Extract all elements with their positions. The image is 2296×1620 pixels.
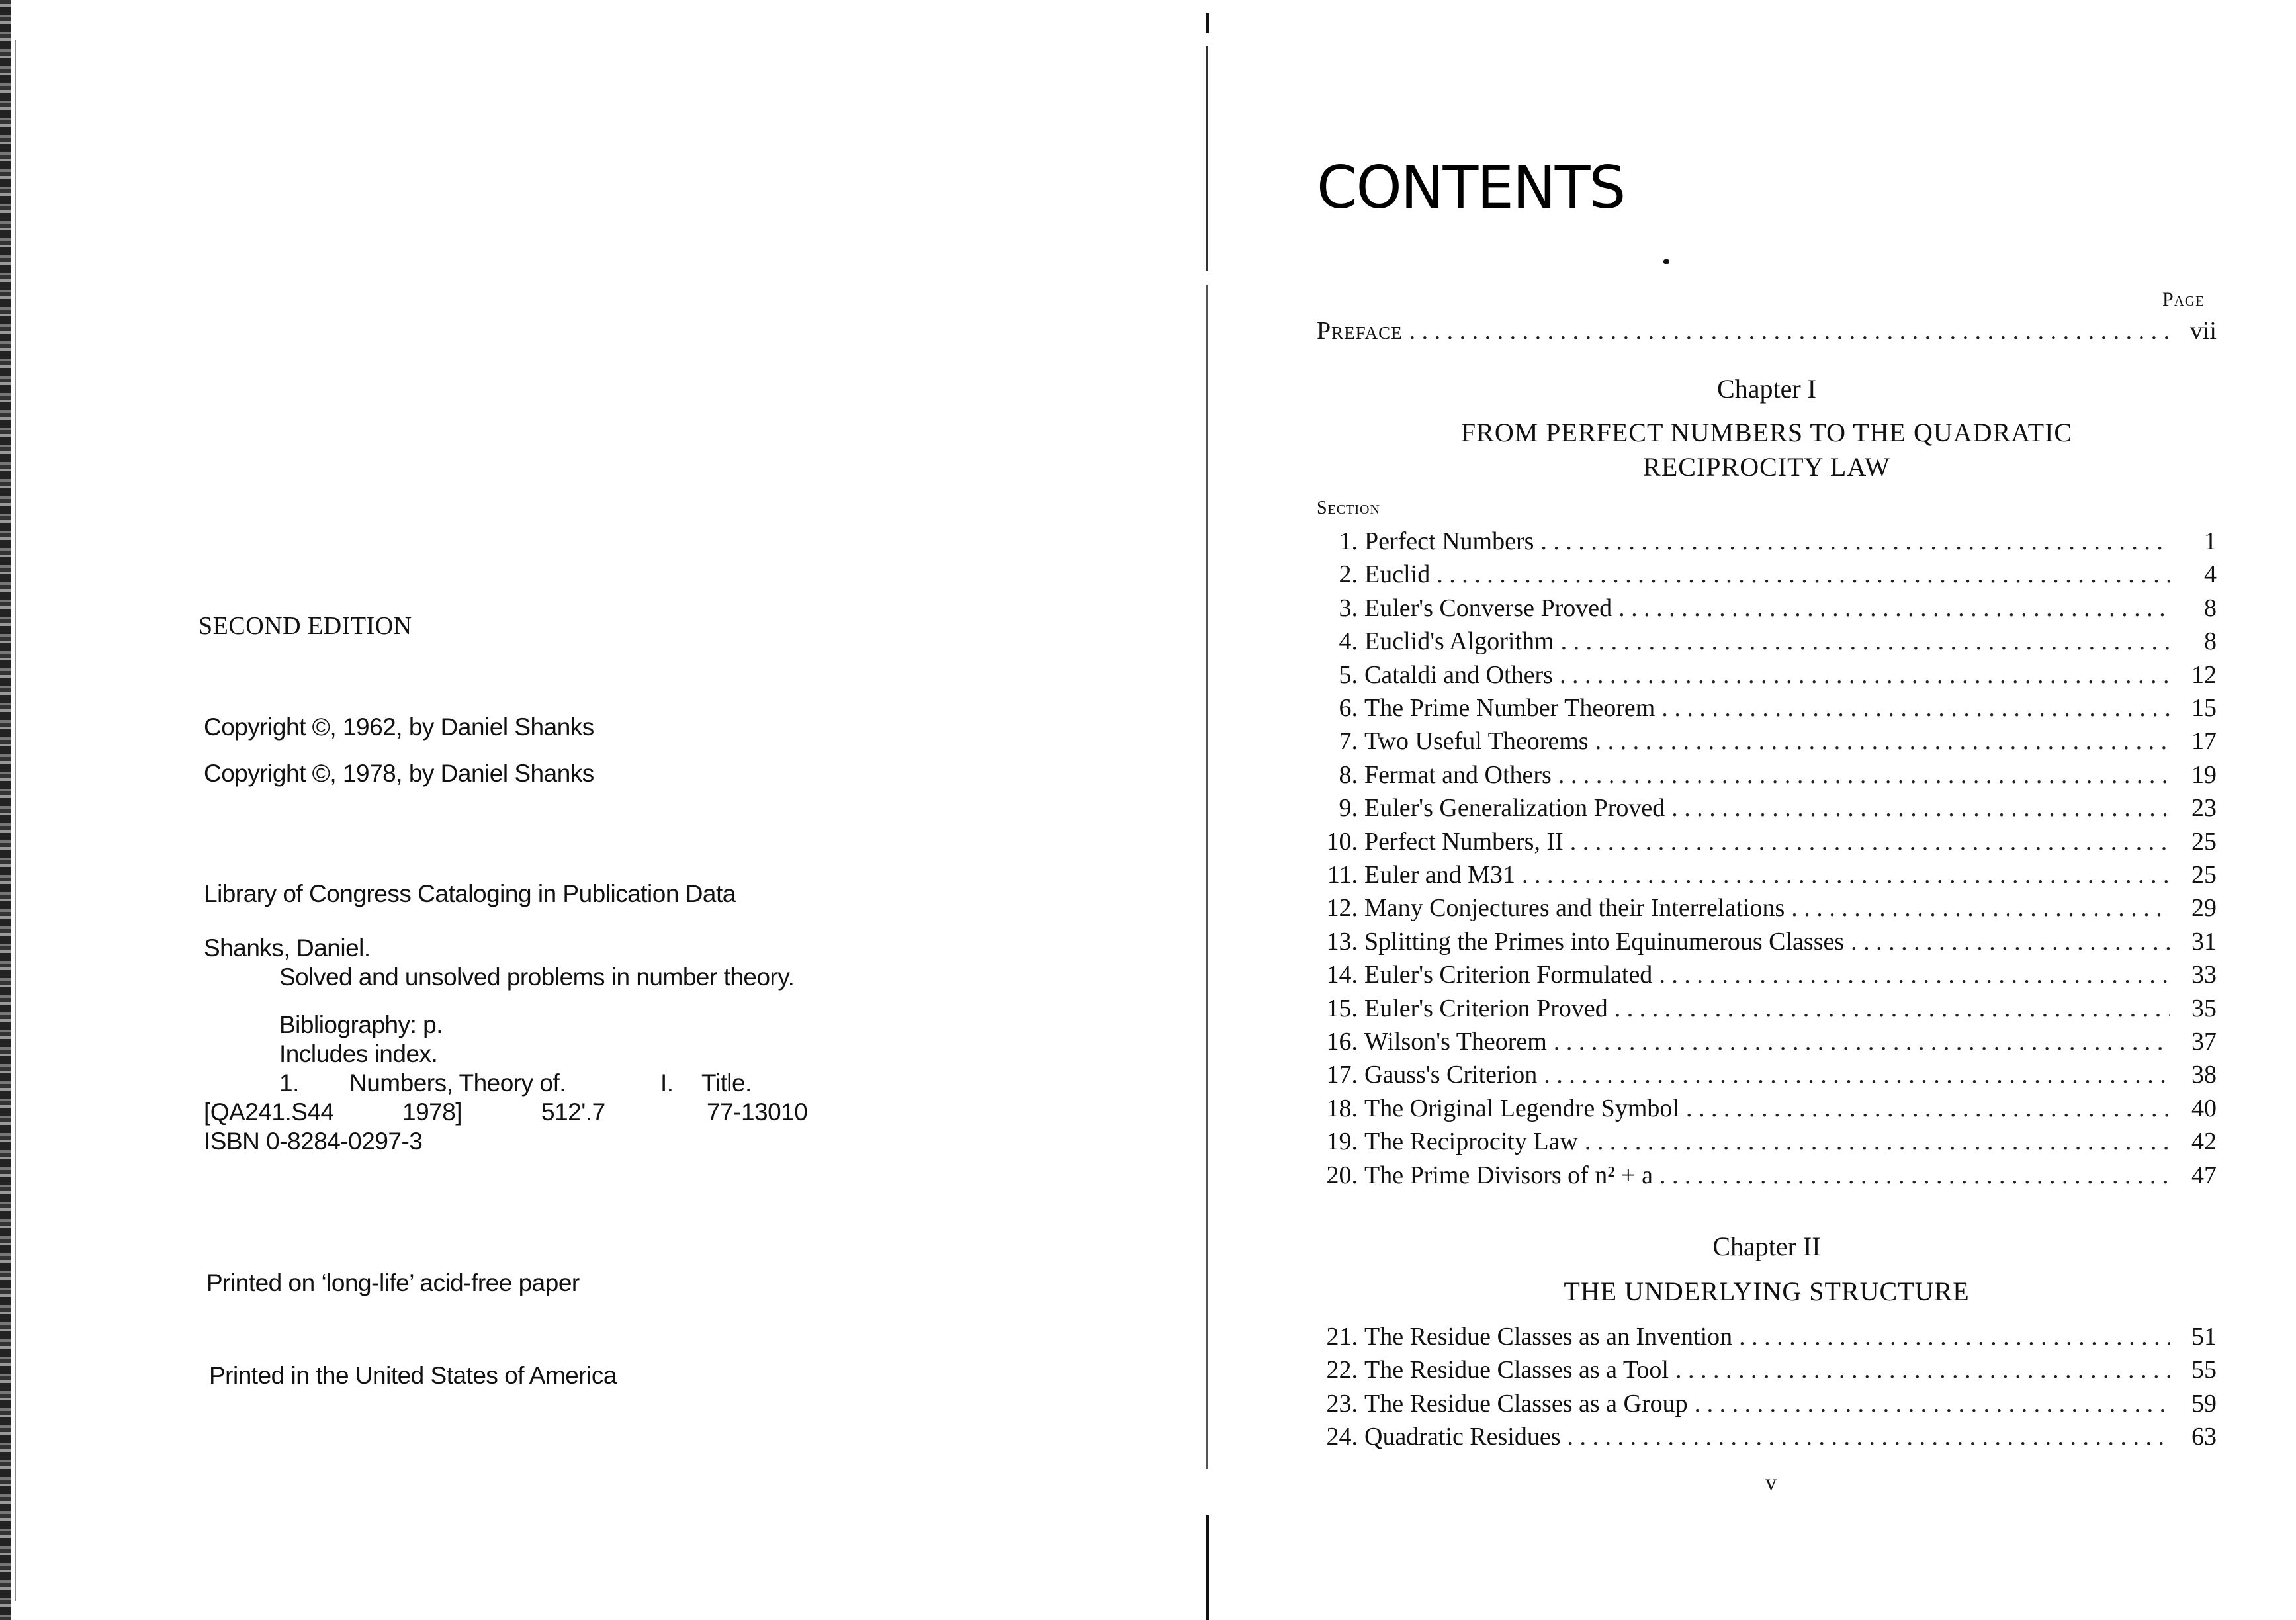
dot-leader [1522, 860, 2170, 889]
dot-leader [1585, 1127, 2170, 1156]
toc-entry[interactable] [1302, 1389, 2217, 1422]
toc-entry-page: 25 [2191, 827, 2217, 856]
toc-entry-title: Euler's Generalization Proved [1364, 794, 1665, 823]
toc-entry-page: 59 [2191, 1389, 2217, 1418]
toc-entry[interactable] [1302, 1322, 2217, 1355]
toc-entry[interactable] [1302, 694, 2217, 727]
dot-leader [1561, 627, 2170, 656]
dot-leader [1436, 560, 2170, 589]
cip-index: Includes index. [279, 1040, 438, 1067]
toc-entry[interactable] [1302, 1161, 2217, 1194]
toc-entry-page: 17 [2191, 727, 2217, 756]
dot-leader [1671, 793, 2170, 823]
toc-entry-number: 21. [1326, 1323, 1358, 1351]
toc-entry[interactable] [1302, 793, 2217, 827]
toc-entry[interactable] [1302, 1422, 2217, 1455]
toc-entry-title: Wilson's Theorem [1364, 1028, 1547, 1056]
dot-leader [1695, 1389, 2170, 1418]
toc-entry[interactable] [1302, 860, 2217, 893]
lccn: 77-13010 [707, 1099, 808, 1126]
dot-leader [1791, 893, 2170, 922]
toc-entry-page: 47 [2191, 1161, 2217, 1189]
toc-entry-title: Preface [1317, 317, 1403, 345]
toc-entry[interactable] [1302, 760, 2217, 793]
toc-entry-number: 2. [1339, 561, 1358, 589]
toc-entry-number: 16. [1326, 1028, 1358, 1056]
toc-entry-page: 51 [2191, 1323, 2217, 1351]
toc-entry-page: vii [2189, 317, 2217, 345]
toc-entry-page: 25 [2191, 861, 2217, 889]
dot-leader [1739, 1322, 2170, 1351]
dot-leader [1540, 527, 2170, 556]
dot-leader [1659, 960, 2170, 989]
toc-entry-number: 13. [1326, 927, 1358, 956]
dot-leader [1544, 1060, 2170, 1089]
toc-entry[interactable] [1302, 994, 2217, 1027]
toc-entry-number: 12. [1326, 894, 1358, 922]
toc-entry-number: 14. [1326, 961, 1358, 989]
toc-entry-page: 42 [2191, 1128, 2217, 1156]
toc-entry-title: Euler and M31 [1364, 861, 1515, 889]
cip-subject: Numbers, Theory of. [349, 1069, 566, 1097]
dot-leader [1567, 1422, 2170, 1451]
toc-entry[interactable] [1302, 727, 2217, 760]
toc-entry-page: 29 [2191, 894, 2217, 922]
toc-entry-title: The Prime Number Theorem [1364, 694, 1656, 722]
cip-title-number: I. [660, 1069, 674, 1097]
toc-entry-page: 15 [2191, 694, 2217, 722]
toc-entry[interactable] [1302, 960, 2217, 993]
ink-dot [1663, 259, 1669, 264]
page-column-label: Page [2162, 289, 2205, 310]
cip-author: Shanks, Daniel. [204, 934, 371, 962]
toc-entry-page: 19 [2191, 760, 2217, 789]
dot-leader [1409, 316, 2170, 345]
toc-entry-number: 15. [1326, 994, 1358, 1022]
toc-entry-page: 8 [2204, 594, 2217, 622]
toc-entry[interactable] [1302, 927, 2217, 960]
toc-entry[interactable] [1302, 594, 2217, 627]
toc-entry-title: Euclid [1364, 561, 1431, 589]
section-label: Section [1317, 498, 1380, 518]
dot-leader [1614, 994, 2170, 1023]
toc-entry-title: Cataldi and Others [1364, 660, 1553, 689]
toc-entry-number: 18. [1326, 1094, 1358, 1122]
cip-title: Solved and unsolved problems in number theory. [279, 964, 795, 991]
call-number: [QA241.S44 [204, 1099, 334, 1126]
page-folio: v [1765, 1470, 1777, 1495]
toc-entry-number: 3. [1339, 594, 1358, 622]
chapter-label: Chapter II [1712, 1232, 1821, 1261]
contents-page [1204, 0, 2296, 1620]
dot-leader [1851, 927, 2170, 956]
toc-entry-number: 23. [1326, 1389, 1358, 1418]
cip-heading: Library of Congress Cataloging in Publication Data [204, 880, 736, 907]
toc-entry-number: 19. [1326, 1128, 1358, 1156]
toc-entry-title: The Residue Classes as an Invention [1364, 1323, 1733, 1351]
toc-entry-title: Euler's Converse Proved [1364, 594, 1612, 622]
chapter-label: Chapter I [1717, 374, 1816, 404]
toc-entry-page: 4 [2204, 561, 2217, 589]
toc-entry-page: 31 [2191, 927, 2217, 956]
toc-entry-page: 40 [2191, 1094, 2217, 1122]
page-title: CONTENTS [1317, 154, 1625, 222]
dot-leader [1554, 1027, 2170, 1056]
toc-entry-number: 20. [1326, 1161, 1358, 1189]
toc-entry-page: 35 [2191, 994, 2217, 1022]
toc-entry-title: Splitting the Primes into Equinumerous Classes [1364, 927, 1845, 956]
cip-bibliography: Bibliography: p. [279, 1011, 443, 1038]
dot-leader [1659, 1161, 2170, 1190]
isbn: ISBN 0-8284-0297-3 [204, 1128, 423, 1155]
dot-leader [1618, 594, 2170, 623]
toc-entry-title: Quadratic Residues [1364, 1423, 1561, 1451]
toc-entry-page: 1 [2204, 527, 2217, 555]
toc-entry-title: Euclid's Algorithm [1364, 627, 1554, 656]
toc-entry-number: 6. [1339, 694, 1358, 722]
toc-entry-number: 5. [1339, 660, 1358, 689]
toc-entry[interactable] [1302, 1027, 2217, 1060]
toc-entry-title: Perfect Numbers, II [1364, 827, 1564, 856]
dot-leader [1558, 760, 2170, 789]
toc-entry[interactable] [1302, 527, 2217, 560]
cip-title-entry: Title. [701, 1069, 752, 1097]
toc-entry-title: The Reciprocity Law [1364, 1128, 1578, 1156]
toc-entry-title: Euler's Criterion Proved [1364, 994, 1608, 1022]
paper-note: Printed on ‘long-life’ acid-free paper [206, 1269, 580, 1296]
toc-entry[interactable] [1302, 1355, 2217, 1388]
toc-entry-page: 37 [2191, 1028, 2217, 1056]
chapter-title: FROM PERFECT NUMBERS TO THE QUADRATIC [1460, 418, 2073, 447]
toc-entry-page: 23 [2191, 794, 2217, 823]
toc-entry-number: 22. [1326, 1356, 1358, 1384]
dot-leader [1560, 660, 2170, 690]
dot-leader [1570, 827, 2170, 856]
copyright-line: Copyright ©, 1962, by Daniel Shanks [204, 713, 594, 741]
edition-label: SECOND EDITION [199, 612, 412, 640]
toc-entry-title: The Residue Classes as a Group [1364, 1389, 1688, 1418]
toc-entry-number: 1. [1339, 527, 1358, 555]
toc-entry-number: 4. [1339, 627, 1358, 656]
toc-entry-title: The Prime Divisors of n² + a [1364, 1161, 1653, 1189]
dot-leader [1686, 1094, 2170, 1123]
toc-entry-number: 7. [1339, 727, 1358, 756]
toc-entry-title: The Residue Classes as a Tool [1364, 1356, 1669, 1384]
dot-leader [1595, 727, 2170, 756]
toc-entry[interactable] [1302, 1127, 2217, 1160]
toc-entry-number: 8. [1339, 760, 1358, 789]
toc-entry[interactable] [1302, 660, 2217, 694]
dot-leader [1675, 1355, 2170, 1384]
toc-entry-page: 63 [2191, 1423, 2217, 1451]
printed-in: Printed in the United States of America [209, 1362, 617, 1389]
cip-subject-number: 1. [279, 1069, 299, 1097]
toc-entry-title: Gauss's Criterion [1364, 1061, 1538, 1089]
toc-entry-number: 11. [1327, 861, 1358, 889]
toc-entry-title: Euler's Criterion Formulated [1364, 961, 1653, 989]
toc-entry[interactable] [1302, 1060, 2217, 1093]
copyright-line: Copyright ©, 1978, by Daniel Shanks [204, 760, 594, 787]
call-year: 1978] [402, 1099, 463, 1126]
toc-entry-preface[interactable] [1317, 316, 2217, 349]
dewey-number: 512'.7 [541, 1099, 605, 1126]
dot-leader [1661, 694, 2170, 723]
toc-entry-page: 33 [2191, 961, 2217, 989]
toc-entry-title: Fermat and Others [1364, 760, 1552, 789]
toc-entry-title: Two Useful Theorems [1364, 727, 1589, 756]
toc-entry-number: 10. [1326, 827, 1358, 856]
toc-entry[interactable] [1302, 893, 2217, 926]
toc-entry-page: 12 [2191, 660, 2217, 689]
toc-entry[interactable] [1302, 1094, 2217, 1127]
toc-entry[interactable] [1302, 827, 2217, 860]
toc-entry-number: 24. [1326, 1423, 1358, 1451]
toc-entry[interactable] [1302, 627, 2217, 660]
toc-entry-page: 55 [2191, 1356, 2217, 1384]
chapter-title: RECIPROCITY LAW [1643, 452, 1890, 482]
toc-entry-number: 17. [1326, 1061, 1358, 1089]
toc-entry-title: Many Conjectures and their Interrelations [1364, 894, 1785, 922]
toc-entry[interactable] [1302, 560, 2217, 593]
toc-entry-number: 9. [1339, 794, 1358, 823]
toc-entry-page: 8 [2204, 627, 2217, 656]
toc-entry-page: 38 [2191, 1061, 2217, 1089]
toc-entry-title: Perfect Numbers [1364, 527, 1534, 555]
toc-entry-title: The Original Legendre Symbol [1364, 1094, 1679, 1122]
chapter-title: THE UNDERLYING STRUCTURE [1564, 1277, 1970, 1306]
